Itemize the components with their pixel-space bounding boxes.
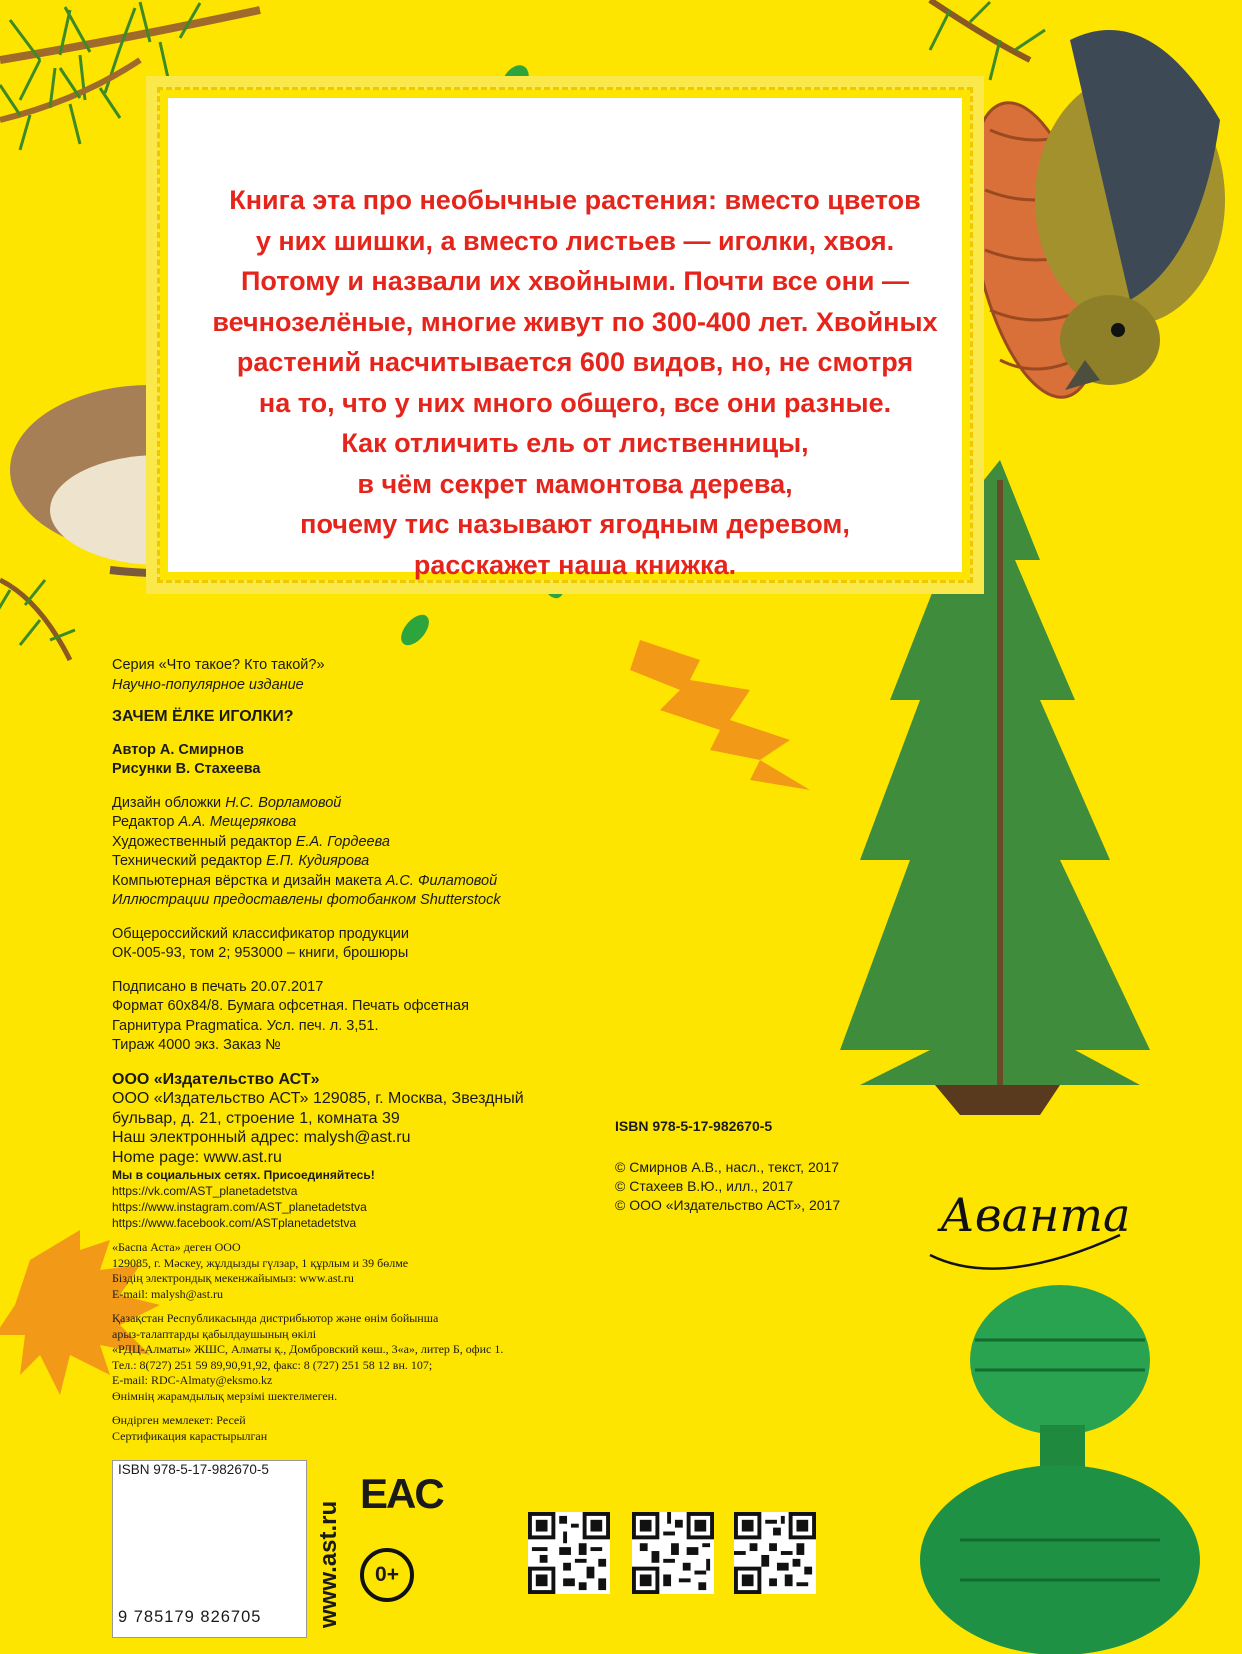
vertical-url: www.ast.ru [315, 1500, 342, 1628]
copyrights [615, 1158, 840, 1215]
address-line: ООО «Издательство АСТ» 129085, г. Москва, Звездный [112, 1090, 524, 1107]
kz-line: «Баспа Аста» деген ООО [112, 1240, 241, 1254]
social-link[interactable]: https://www.facebook.com/ASTplanetadetstva [112, 1216, 357, 1230]
avanta-logo: Аванта [940, 1188, 1131, 1242]
book-title: ЗАЧЕМ ЁЛКЕ ИГОЛКИ? [112, 708, 294, 725]
kz-line: Біздің электрондық мекенжайымыз: www.ast.ru [112, 1271, 354, 1285]
credit-line: Дизайн обложки Н.С. Ворламовой [112, 794, 342, 811]
green-cone [920, 1285, 1200, 1654]
kz-line: Өндірген мемлекет: Ресей [112, 1413, 246, 1427]
classifier-line: Общероссийский классификатор продукции [112, 925, 409, 942]
print-info-line: Формат 60x84/8. Бумага офсетная. Печать офсетная [112, 998, 469, 1014]
barcode-isbn: ISBN 978-5-17-982670-5 [118, 1462, 269, 1477]
pine-branch-left [0, 580, 75, 660]
social-link[interactable]: https://www.instagram.com/AST_planetadetstva [112, 1200, 367, 1214]
blurb-line: Потому и назвали их хвойными. Почти все они — [240, 266, 910, 296]
blurb-line: у них шишки, а вместо листьев — иголки, хвоя. [255, 225, 895, 256]
author: Автор А. Смирнов [112, 741, 244, 758]
illustrator: Рисунки В. Стахеева [112, 761, 261, 777]
address-line: бульвар, д. 21, строение 1, комната 39 [112, 1109, 400, 1127]
address-line: Home page: www.ast.ru [112, 1148, 282, 1166]
blurb-line: Книга эта про необычные растения: вместо цветов [229, 185, 921, 215]
series: Серия «Что такое? Кто такой?» [112, 657, 325, 673]
bird-top-right [1035, 30, 1225, 390]
credit-line: Художественный редактор Е.А. Гордеева [112, 833, 390, 850]
qr-code-instagram[interactable] [632, 1512, 714, 1594]
orange-fir-right [630, 640, 810, 790]
eac-mark: EAC [360, 1470, 443, 1517]
copyright-line: © Стахеев В.Ю., илл., 2017 [615, 1178, 794, 1194]
kz-line: «РДЦ-Алматы» ЖШС, Алматы қ., Домбровский көш., 3«а», литер Б, офис 1. [112, 1342, 504, 1356]
qr-code-vk[interactable] [528, 1512, 610, 1594]
blurb-line: расскажет наша книжка. [413, 549, 737, 580]
copyright-line: © ООО «Издательство АСТ», 2017 [615, 1197, 841, 1213]
edition-type: Научно-популярное издание [112, 676, 304, 693]
copyright-line: © Смирнов А.В., насл., текст, 2017 [615, 1159, 840, 1175]
barcode-digits: 9 785179 826705 [118, 1608, 262, 1626]
blurb-line: на то, что у них много общего, все они разные. [258, 387, 892, 418]
credit-line: Компьютерная вёрстка и дизайн макета А.С. Филатовой [112, 872, 498, 889]
kz-line: Тел.: 8(727) 251 59 89,90,91,92, факс: 8 (727) 251 58 12 вн. 107; [112, 1357, 433, 1372]
publisher: ООО «Издательство АСТ» [112, 1070, 320, 1088]
blurb-line: почему тис называют ягодным деревом, [300, 509, 850, 539]
blurb-line: растений насчитывается 600 видов, но, не смотря [236, 347, 914, 377]
photo-credit: Иллюстрации предоставлены фотобанком Shutterstock [112, 892, 501, 908]
classifier-line: ОК-005-93, том 2; 953000 – книги, брошюры [112, 945, 409, 961]
imprint-block [112, 656, 632, 1444]
blurb-line: Как отличить ель от лиственницы, [341, 428, 809, 458]
kz-line: E-mail: malysh@ast.ru [112, 1286, 224, 1301]
address-line: Наш электронный адрес: malysh@ast.ru [112, 1129, 411, 1146]
blurb-line: в чём секрет мамонтова дерева, [357, 468, 793, 499]
age-rating-badge: 0+ [360, 1548, 414, 1602]
print-info-line: Подписано в печать 20.07.2017 [112, 978, 324, 995]
kz-line: Қазақстан Республикасында дистрибьютор және өнім бойынша [112, 1311, 439, 1325]
isbn-label: ISBN 978-5-17-982670-5 [615, 1118, 773, 1134]
print-info-line: Гарнитура Pragmatica. Усл. печ. л. 3,51. [112, 1017, 379, 1034]
credit-line: Редактор А.А. Мещерякова [112, 814, 297, 830]
qr-code-facebook[interactable] [734, 1512, 816, 1594]
kz-line: Өнімнің жарамдылық мерзімі шектелмеген. [112, 1388, 338, 1403]
kz-line: 129085, г. Мәскеу, жұлдызды гүлзар, 1 құрлым и 39 бөлме [112, 1255, 409, 1270]
credit-line: Технический редактор Е.П. Кудиярова [112, 853, 370, 869]
print-info-line: Тираж 4000 экз. Заказ № [112, 1037, 281, 1053]
social-title: Мы в социальных сетях. Присоединяйтесь! [112, 1168, 375, 1182]
kz-line: арыз-талаптарды қабылдаушының өкілі [112, 1326, 317, 1341]
social-link[interactable]: https://vk.com/AST_planetadetstva [112, 1184, 298, 1198]
kz-line: Сертификация карастырылган [112, 1428, 268, 1443]
kz-line: E-mail: RDC-Almaty@eksmo.kz [112, 1373, 273, 1387]
pine-branch-top-right [930, 0, 1045, 80]
blurb-line: вечнозелёные, многие живут по 300-400 лет. Хвойных [212, 306, 938, 337]
blurb-text [185, 180, 965, 585]
